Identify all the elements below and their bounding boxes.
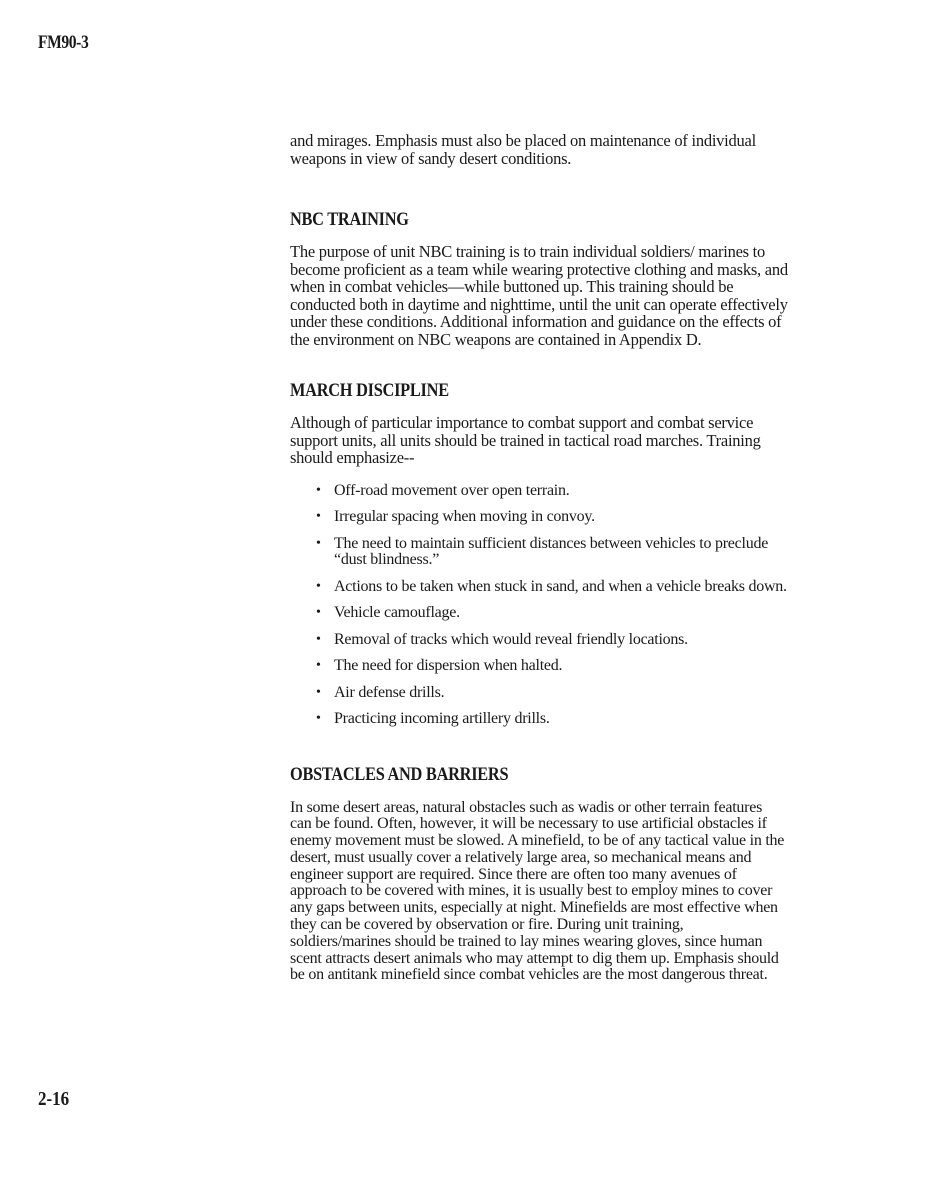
bullet-icon: • [316, 535, 321, 551]
bullet-icon: • [316, 711, 321, 726]
bullet-icon: • [316, 578, 321, 594]
document-id-header: FM90-3 [38, 32, 89, 53]
list-item-text: Irregular spacing when moving in convoy. [334, 508, 595, 525]
intro-paragraph: and mirages. Emphasis must also be placed on maintenance of individual weapons in view of sandy desert conditions. [290, 131, 756, 168]
nbc-training-paragraph: The purpose of unit NBC training is to train individual soldiers/ marines to become proficient as a team while wearing protective clothing and masks, and when in combat vehicles—while buttoned up. This training should be conducted both in daytime and nighttime, until the unit can operate effectively under these conditions. Additional information and guidance on the effects of the environment on NBC weapons are contained in Appendix D. [290, 242, 788, 349]
march-discipline-heading: MARCH DISCIPLINE [290, 380, 449, 401]
obstacles-barriers-paragraph: In some desert areas, natural obstacles such as wadis or other terrain features can be found. Often, however, it will be necessary to use artificial obstacles if enemy movement must be slowed. A minefield, to be of any tactical value in the desert, must usually cover a relatively large area, so mechanical means and engineer support are required. Since there are often too many avenues of approach to be covered with mines, it is usually best to employ mines to cover any gaps between units, especially at night. Minefields are most effective when they can be covered by observation or fire. During unit training, soldiers/marines should be trained to lay mines wearing gloves, since human scent attracts desert animals who may attempt to dig them up. Emphasis should be on antitank minefield since combat vehicles are the most dangerous threat. [290, 798, 785, 984]
list-item-text: The need to maintain sufficient distances between vehicles to preclude “dust blindness.” [334, 534, 769, 568]
march-discipline-list [290, 483, 790, 728]
list-item [316, 658, 790, 675]
list-item [316, 605, 790, 622]
page-number: 2-16 [38, 1088, 70, 1110]
bullet-icon: • [316, 658, 321, 673]
bullet-icon: • [316, 509, 321, 524]
list-item-text: Vehicle camouflage. [334, 604, 460, 621]
list-item [316, 711, 790, 728]
obstacles-barriers-heading: OBSTACLES AND BARRIERS [290, 763, 509, 785]
march-discipline-paragraph: Although of particular importance to combat support and combat service support units, all units should be trained in tactical road marches. Training should emphasize-- [290, 413, 761, 467]
list-item-text: Off-road movement over open terrain. [334, 481, 570, 499]
list-item [316, 536, 790, 569]
bullet-icon: • [316, 684, 321, 700]
list-item-text: Actions to be taken when stuck in sand, and when a vehicle breaks down. [334, 577, 787, 595]
list-item [316, 483, 790, 500]
list-item-text: Removal of tracks which would reveal friendly locations. [334, 630, 688, 648]
page-content [290, 132, 790, 984]
nbc-training-heading: NBC TRAINING [290, 209, 409, 230]
list-item [316, 509, 790, 526]
bullet-icon: • [316, 605, 321, 620]
list-item-text: Air defense drills. [334, 683, 445, 701]
list-item [316, 579, 790, 596]
list-item-text: Practicing incoming artillery drills. [334, 710, 550, 727]
bullet-icon: • [316, 482, 321, 498]
list-item [316, 632, 790, 649]
list-item-text: The need for dispersion when halted. [334, 657, 563, 674]
bullet-icon: • [316, 631, 321, 647]
list-item [316, 685, 790, 702]
